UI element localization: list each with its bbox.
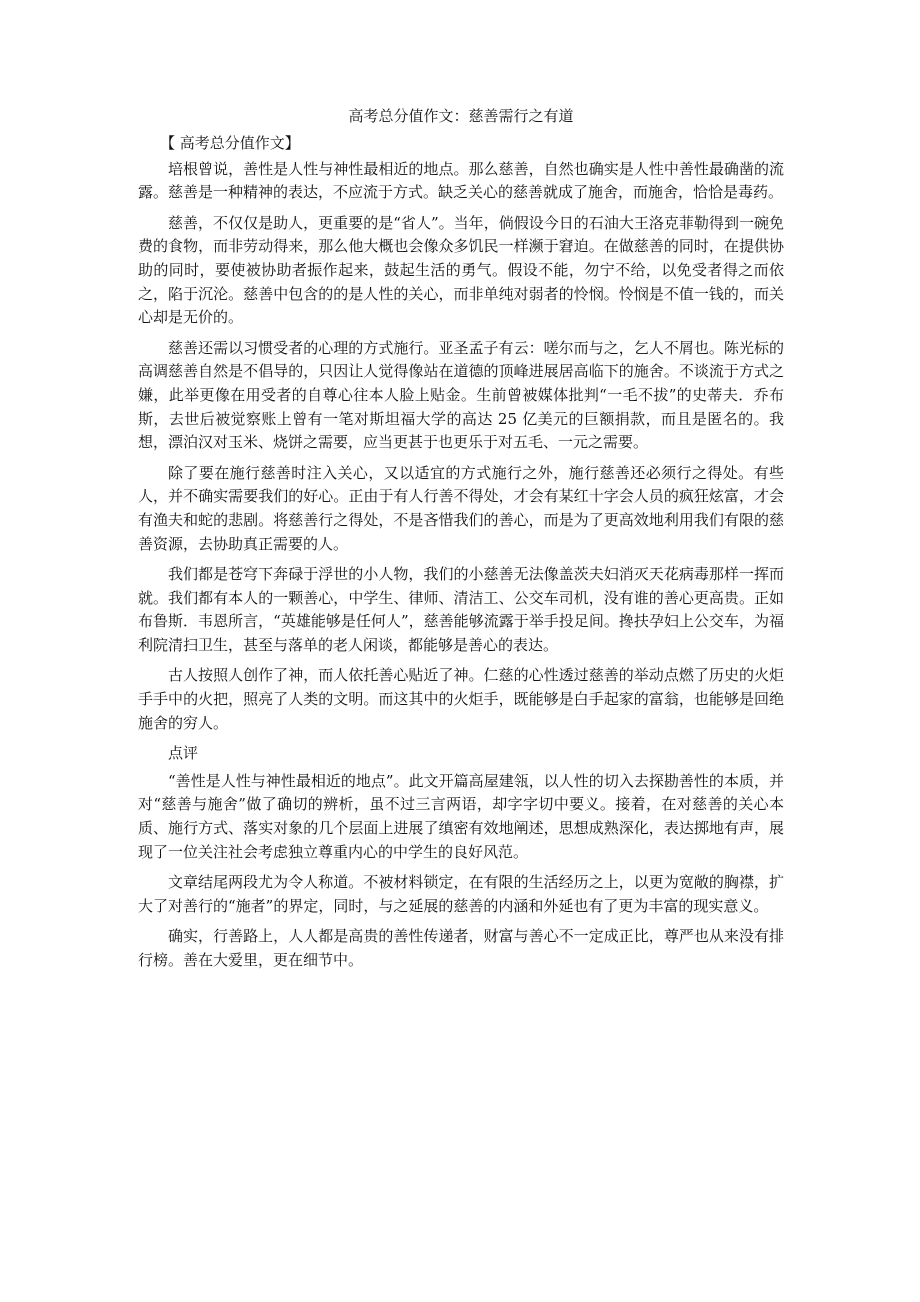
essay-paragraph-3: 慈善还需以习惯受者的心理的方式施行。亚圣孟子有云：嗟尔而与之，乞人不屑也。陈光标的高调慈善自然是不倡导的，只因让人觉得像站在道德的顶峰进展居高临下的施舍。不谈流于方式之嫌，此举更像在用受者的自尊心往本人脸上贴金。生前曾被媒体批判“一毛不拔”的史蒂夫．乔布斯，去世后被觉察账上曾有一笔对斯坦福大学的高达 25 亿美元的巨额捐款，而且是匿名的。我想，漂泊汉对玉米、烧饼之需要，应当更甚于也更乐于对五毛、一元之需要。 <box>138 338 784 452</box>
review-paragraph-2: 文章结尾两段尤为令人称道。不被材料锁定，在有限的生活经历之上，以更为宽敞的胸襟，扩大了对善行的“施者”的界定，同时，与之延展的慈善的内涵和外延也有了更为丰富的现实意义。 <box>138 873 784 915</box>
review-paragraph-1: “善性是人性与神性最相近的地点”。此文开篇高屋建瓴，以人性的切入去探勘善性的本质，并对“慈善与施舍”做了确切的辨析，虽不过三言两语，却字字切中要义。接着，在对慈善的关心本质、施行方式、落实对象的几个层面上进展了缜密有效地阐述，思想成熟深化，表达掷地有声，展现了一位关注社会考虑独立尊重内心的中学生的良好风范。 <box>138 771 784 861</box>
essay-paragraph-6: 古人按照人创作了神，而人依托善心贴近了神。仁慈的心性透过慈善的举动点燃了历史的火炬手手中的火把，照亮了人类的文明。而这其中的火炬手，既能够是白手起家的富翁，也能够是回绝施舍的穷人。 <box>138 666 784 732</box>
essay-paragraph-4: 除了要在施行慈善时注入关心，又以适宜的方式施行之外，施行慈善还必须行之得处。有些人，并不确实需要我们的好心。正由于有人行善不得处，才会有某红十字会人员的疯狂炫富，才会有渔夫和蛇的悲剧。将慈善行之得处，不是吝惜我们的善心，而是为了更高效地利用我们有限的慈善资源，去协助真正需要的人。 <box>138 463 784 553</box>
essay-paragraph-2: 慈善，不仅仅是助人，更重要的是“省人”。当年，倘假设今日的石油大王洛克菲勒得到一碗免费的食物，而非劳动得来，那么他大概也会像众多饥民一样濒于窘迫。在做慈善的同时，在提供协助的同时，要使被协助者振作起来，鼓起生活的勇气。假设不能，勿宁不给，以免受者得之而依之，陷于沉沦。慈善中包含的的是人性的关心，而非单纯对弱者的怜悯。怜悯是不值一钱的，而关心却是无价的。 <box>138 213 784 327</box>
review-paragraph-3: 确实，行善路上，人人都是高贵的善性传递者，财富与善心不一定成正比，尊严也从来没有排行榜。善在大爱里，更在细节中。 <box>138 927 784 969</box>
section-label: 【 高考总分值作文】 <box>160 134 300 152</box>
essay-paragraph-5: 我们都是苍穹下奔碌于浮世的小人物，我们的小慈善无法像盖茨夫妇消灭天花病毒那样一挥而就。我们都有本人的一颗善心，中学生、律师、清洁工、公交车司机，没有谁的善心更高贵。正如布鲁斯．韦恩所言，“英雄能够是任何人”，慈善能够流露于举手投足间。搀扶孕妇上公交车，为福利院清扫卫生，甚至与落单的老人闲谈，都能够是善心的表达。 <box>138 565 784 654</box>
review-heading: 点评 <box>168 744 199 763</box>
document-title: 高考总分值作文：慈善需行之有道 <box>348 107 574 125</box>
document-page <box>138 104 784 980</box>
essay-paragraph-1: 培根曾说，善性是人性与神性最相近的地点。那么慈善，自然也确实是人性中善性最确凿的流露。慈善是一种精神的表达，不应流于方式。缺乏关心的慈善就成了施舍，而施舍，恰恰是毒药。 <box>138 159 784 202</box>
